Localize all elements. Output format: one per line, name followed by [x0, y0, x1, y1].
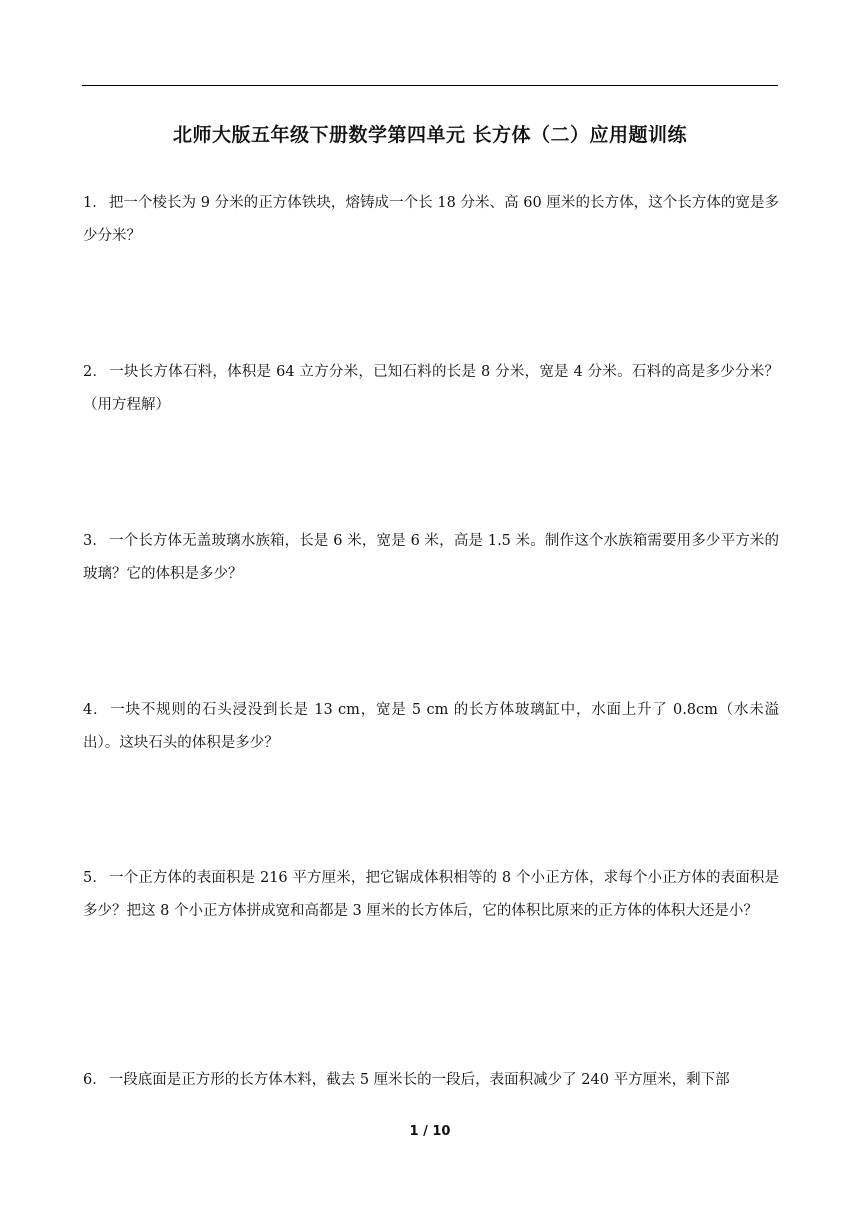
question-text: 一块长方体石料，体积是 64 立方分米，已知石料的长是 8 分米，宽是 4 分米。石料的高是多少分米？（用方程解）	[83, 364, 779, 413]
question-number: 1．	[83, 195, 107, 211]
page-number: 1 / 10	[409, 1124, 451, 1139]
question-1	[83, 187, 779, 253]
question-4	[83, 694, 779, 760]
page-title: 北师大版五年级下册数学第四单元 长方体（二）应用题训练	[172, 124, 688, 146]
question-text: 一段底面是正方形的长方体木料，截去 5 厘米长的一段后，表面积减少了 240 平方厘米，剩下部	[108, 1072, 730, 1088]
question-number: 6．	[83, 1072, 107, 1088]
question-6	[83, 1064, 779, 1097]
question-3	[83, 525, 779, 591]
question-number: 2．	[83, 364, 108, 380]
question-text: 把一个棱长为 9 分米的正方体铁块，熔铸成一个长 18 分米、高 60 厘米的长方体，这个长方体的宽是多少分米？	[83, 195, 779, 244]
question-number: 3．	[83, 533, 107, 549]
question-text: 一个长方体无盖玻璃水族箱，长是 6 米，宽是 6 米，高是 1.5 米。制作这个水族箱需要用多少平方米的玻璃？它的体积是多少？	[83, 533, 779, 582]
header-rule	[82, 85, 778, 86]
question-2	[83, 356, 779, 422]
question-text: 一块不规则的石头浸没到长是 13 cm，宽是 5 cm 的长方体玻璃缸中，水面上升了 0.8cm（水未溢出）。这块石头的体积是多少？	[83, 702, 779, 751]
question-number: 4．	[83, 702, 109, 718]
question-text: 一个正方体的表面积是 216 平方厘米，把它锯成体积相等的 8 个小正方体，求每个小正方体的表面积是多少？把这 8 个小正方体拼成宽和高都是 3 厘米的长方体后，它的体积比原来的正方体的体积大还是小？	[83, 870, 779, 919]
question-5	[83, 862, 779, 928]
question-number: 5．	[83, 870, 107, 886]
